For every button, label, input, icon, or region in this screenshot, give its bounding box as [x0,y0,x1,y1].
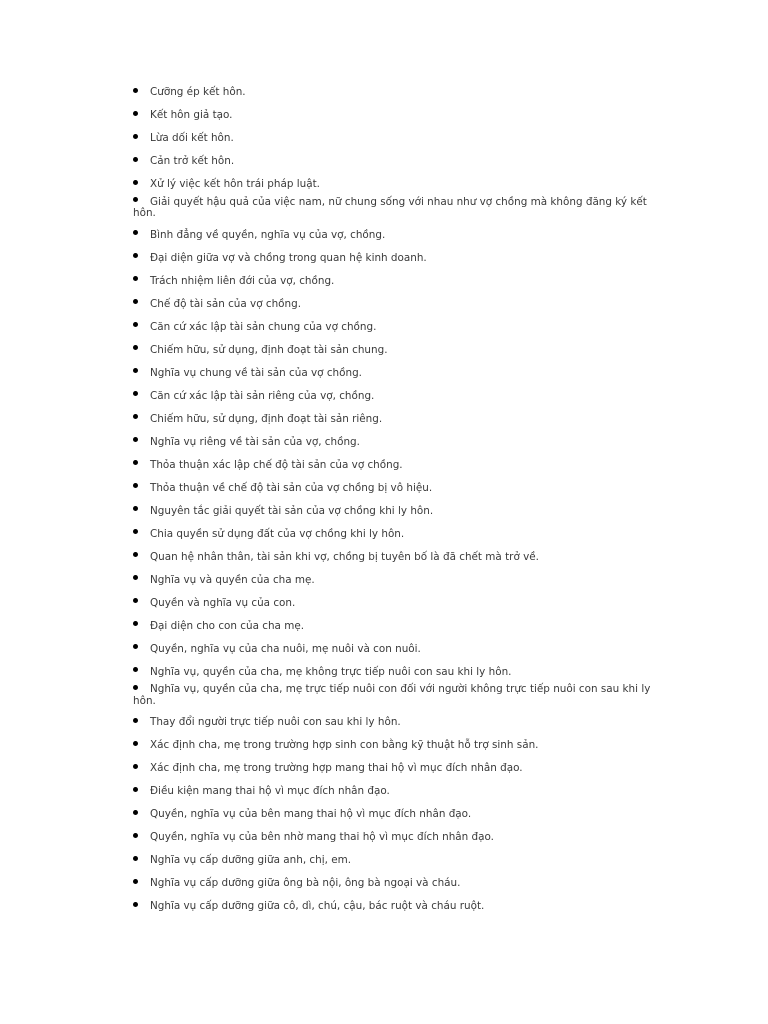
list-item-text: Đại diện cho con của cha mẹ. [150,619,305,632]
list-item-text: Thay đổi người trực tiếp nuôi con sau khi ly hôn. [150,716,401,728]
list-item-text: Thỏa thuận về chế độ tài sản của vợ chồng bị vô hiệu. [150,481,433,494]
list-item-text: Chia quyền sử dụng đất của vợ chồng khi ly hôn. [150,527,405,540]
list-item-text: Cưỡng ép kết hôn. [150,86,246,98]
list-item-text: Chiếm hữu, sử dụng, định đoạt tài sản chung. [150,343,388,356]
list-item-text: Quyền, nghĩa vụ của cha nuôi, mẹ nuôi và con nuôi. [150,642,421,655]
list-item [133,763,653,775]
list-item-text: Quan hệ nhân thân, tài sản khi vợ, chồng bị tuyên bố là đã chết mà trở về. [150,550,539,563]
list-item-text: Giải quyết hậu quả của việc nam, nữ chung sống với nhau như vợ chồng mà không đăng ký kết hôn. [133,195,647,219]
list-item [133,667,653,679]
list-item-text: Bình đẳng về quyền, nghĩa vụ của vợ, chồng. [150,228,386,241]
bullet-icon [133,598,138,603]
list-item-text: Nghĩa vụ cấp dưỡng giữa ông bà nội, ông bà ngoại và cháu. [150,877,461,889]
bullet-icon [133,552,138,557]
list-item-text: Cản trở kết hôn. [150,155,235,167]
list-item-text: Xác định cha, mẹ trong trường hợp sinh con bằng kỹ thuật hỗ trợ sinh sản. [150,739,539,751]
list-item-text: Quyền và nghĩa vụ của con. [150,596,296,609]
list-item-text: Quyền, nghĩa vụ của bên mang thai hộ vì mục đích nhân đạo. [150,808,472,820]
bullet-icon [133,787,138,792]
list-item [133,414,653,426]
bullet-icon [133,529,138,534]
list-item [133,684,653,707]
bullet-icon [133,856,138,861]
list-item [133,368,653,380]
bullet-icon [133,833,138,838]
list-item [133,87,653,99]
list-item-text: Nghĩa vụ cấp dưỡng giữa anh, chị, em. [150,854,352,866]
list-item-text: Nghĩa vụ, quyền của cha, mẹ không trực tiếp nuôi con sau khi ly hôn. [150,665,512,678]
list-item [133,855,653,867]
list-item [133,598,653,610]
bullet-icon [133,88,138,93]
bullet-icon [133,685,138,690]
bullet-icon [133,230,138,235]
bullet-icon [133,764,138,769]
bullet-icon [133,368,138,373]
list-item-text: Căn cứ xác lập tài sản riêng của vợ, chồng. [150,389,375,402]
bullet-icon [133,414,138,419]
list-item [133,506,653,518]
bullet-icon [133,391,138,396]
list-item-text: Nghĩa vụ, quyền của cha, mẹ trực tiếp nuôi con đối với người không trực tiếp nuôi con sau khi ly hôn. [133,683,651,707]
list-item [133,437,653,449]
list-item [133,197,653,220]
list-item [133,110,653,122]
bullet-icon [133,460,138,465]
bullet-icon [133,575,138,580]
bullet-icon [133,506,138,511]
list-item [133,230,653,242]
list-item [133,460,653,472]
bullet-icon [133,483,138,488]
list-item-text: Lừa dối kết hôn. [150,132,234,144]
list-item [133,621,653,633]
list-item [133,552,653,564]
list-item-text: Nguyên tắc giải quyết tài sản của vợ chồng khi ly hôn. [150,504,434,517]
list-item [133,786,653,798]
bullet-icon [133,111,138,116]
list-item [133,276,653,288]
list-item [133,133,653,145]
list-item [133,529,653,541]
list-item-text: Quyền, nghĩa vụ của bên nhờ mang thai hộ vì mục đích nhân đạo. [150,831,494,843]
bullet-icon [133,621,138,626]
bullet-icon [133,197,138,202]
bullet-icon [133,810,138,815]
bullet-icon [133,322,138,327]
list-item [133,253,653,265]
list-item [133,299,653,311]
bullet-icon [133,276,138,281]
list-item [133,740,653,752]
bullet-icon [133,253,138,258]
list-item-text: Căn cứ xác lập tài sản chung của vợ chồng. [150,320,377,333]
list-item [133,832,653,844]
bullet-icon [133,437,138,442]
list-item [133,156,653,168]
list-item-text: Điều kiện mang thai hộ vì mục đích nhân đạo. [150,785,390,797]
list-item [133,391,653,403]
list-item-text: Trách nhiệm liên đới của vợ, chồng. [150,274,335,287]
bullet-icon [133,134,138,139]
bullet-icon [133,902,138,907]
list-item [133,345,653,357]
list-item-text: Thỏa thuận xác lập chế độ tài sản của vợ chồng. [150,458,403,471]
bullet-icon [133,667,138,672]
list-item [133,878,653,890]
list-item [133,575,653,587]
bullet-icon [133,180,138,185]
bullet-icon [133,741,138,746]
bullet-icon [133,644,138,649]
list-item-text: Nghĩa vụ riêng về tài sản của vợ, chồng. [150,435,360,448]
list-item [133,179,653,191]
list-item-text: Xử lý việc kết hôn trái pháp luật. [150,178,320,190]
list-item [133,644,653,656]
bullet-icon [133,157,138,162]
list-item [133,901,653,913]
list-item [133,717,653,729]
bullet-icon [133,299,138,304]
list-item [133,322,653,334]
list-item-text: Xác định cha, mẹ trong trường hợp mang thai hộ vì mục đích nhân đạo. [150,762,523,774]
list-item-text: Kết hôn giả tạo. [150,109,233,121]
bullet-icon [133,879,138,884]
list-item [133,809,653,821]
list-item-text: Chế độ tài sản của vợ chồng. [150,297,302,310]
list-item-text: Đại diện giữa vợ và chồng trong quan hệ kinh doanh. [150,251,427,264]
list-item-text: Nghĩa vụ và quyền của cha mẹ. [150,573,315,586]
list-item-text: Nghĩa vụ cấp dưỡng giữa cô, dì, chú, cậu, bác ruột và cháu ruột. [150,900,485,912]
topic-list [133,87,653,913]
list-item-text: Nghĩa vụ chung về tài sản của vợ chồng. [150,366,362,379]
bullet-icon [133,345,138,350]
bullet-icon [133,718,138,723]
list-item-text: Chiếm hữu, sử dụng, định đoạt tài sản riêng. [150,412,383,425]
list-item [133,483,653,495]
